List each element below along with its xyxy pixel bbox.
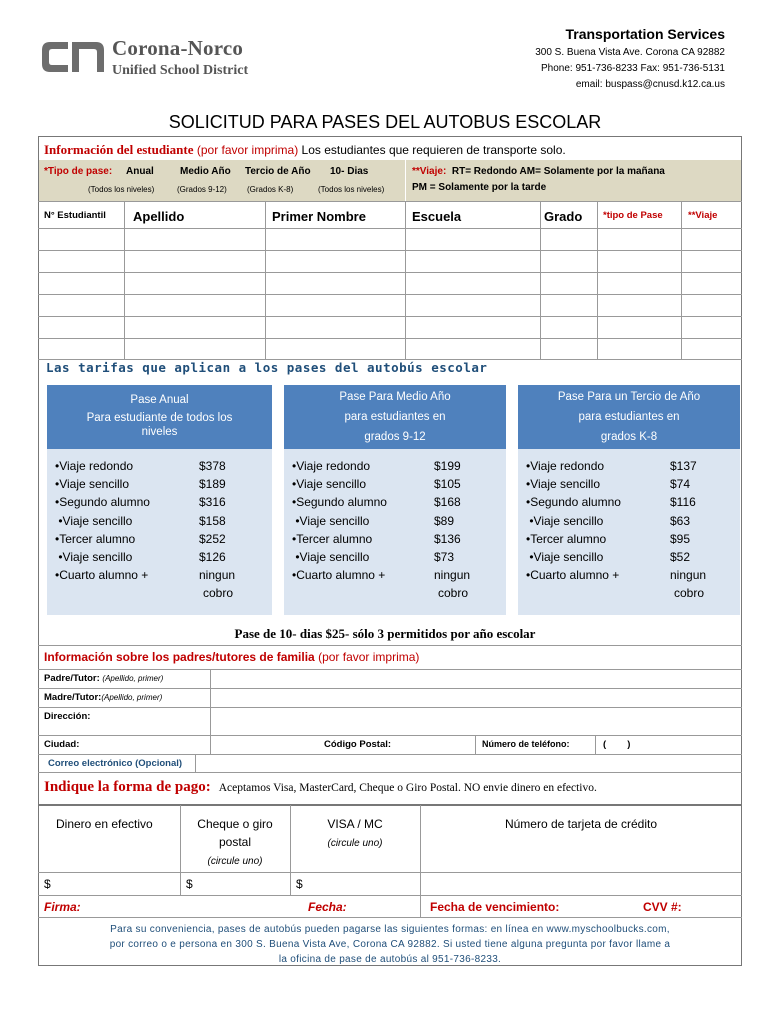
- fee-box-tercio-body: [518, 449, 740, 615]
- fee-item-value: $137: [670, 459, 697, 473]
- student-cell-escuela-row4[interactable]: [406, 295, 540, 316]
- dept-phone-fax: Phone: 951-736-8233 Fax: 951-736-5131: [540, 63, 725, 74]
- student-cell-tipo-pase-row5[interactable]: [598, 317, 681, 338]
- ten-day-pass-note: Pase de 10- dias $25- sólo 3 permitidos por año escolar: [234, 626, 536, 641]
- student-cell-primer-nombre-row4[interactable]: [266, 295, 405, 316]
- student-cell-apellido-row4[interactable]: [125, 295, 265, 316]
- footer-note: Para su conveniencia, pases de autobús pueden pagarse las siguientes formas: en línea en www.myschoolbucks.com, por correo o e persona en 300 S. Buena Vista Ave, Corona CA 92882. Si usted tiene alguna pregunta por favor llame a la oficina de pase de autobús al 951-736-8233.: [109, 924, 671, 965]
- codigo-postal-label: Código Postal:: [324, 739, 392, 750]
- student-cell-student-id-row6[interactable]: [39, 339, 124, 359]
- student-cell-primer-nombre-row1[interactable]: [266, 229, 405, 250]
- fee-item-value: ningun: [670, 568, 707, 583]
- student-cell-grado-row2[interactable]: [541, 251, 597, 272]
- fee-item-value: $74: [670, 477, 691, 492]
- col-apellido: Apellido: [133, 209, 185, 224]
- fee-item-value: $136: [434, 531, 461, 546]
- student-cell-primer-nombre-row2[interactable]: [266, 251, 405, 272]
- col-grado: Grado: [544, 209, 583, 224]
- fee-item-label: •Viaje sencillo: [55, 550, 133, 564]
- padre-input[interactable]: [211, 670, 741, 688]
- fee-item-value: $189: [199, 477, 226, 492]
- correo-input[interactable]: [196, 755, 741, 772]
- firma-label: Firma:: [44, 900, 81, 914]
- student-cell-apellido-row6[interactable]: [125, 339, 265, 359]
- fee-item-label: •Viaje sencillo: [292, 513, 370, 528]
- ciudad-input[interactable]: [90, 736, 208, 754]
- student-cell-apellido-row5[interactable]: [125, 317, 265, 338]
- fee-item-label: •Viaje sencillo: [526, 477, 601, 492]
- student-cell-apellido-row3[interactable]: [125, 273, 265, 294]
- fee-item-value: $95: [670, 531, 691, 546]
- col-tipo-pase: *tipo de Pase: [603, 210, 663, 221]
- fee-item-label: •Tercer alumno: [292, 531, 373, 546]
- fee-item-value: ningun: [434, 568, 471, 583]
- student-cell-tipo-pase-row4[interactable]: [598, 295, 681, 316]
- fee-item-label: •Segundo alumno: [55, 495, 150, 510]
- district-logo-icon: [40, 34, 108, 80]
- pass-diez: 10- Dias: [330, 166, 369, 177]
- cheque-option[interactable]: Cheque o giro postal: [197, 817, 273, 849]
- fee-item-value: $116: [670, 495, 696, 510]
- fee-item-label: •Viaje sencillo: [292, 477, 367, 492]
- codigo-postal-input[interactable]: [396, 736, 474, 754]
- student-cell-viaje-row1[interactable]: [682, 229, 741, 250]
- fee-item-label: •Viaje sencillo: [55, 513, 133, 528]
- student-cell-escuela-row5[interactable]: [406, 317, 540, 338]
- student-cell-apellido-row1[interactable]: [125, 229, 265, 250]
- fee-item-value: $199: [434, 459, 461, 473]
- fee-item-value: cobro: [674, 586, 705, 601]
- tarjeta-input[interactable]: [421, 836, 741, 894]
- student-cell-primer-nombre-row5[interactable]: [266, 317, 405, 338]
- fee-item-value: cobro: [438, 586, 469, 601]
- student-cell-primer-nombre-row3[interactable]: [266, 273, 405, 294]
- vencimiento-input[interactable]: [560, 896, 640, 916]
- vencimiento-label: Fecha de vencimiento:: [430, 900, 560, 914]
- student-cell-student-id-row4[interactable]: [39, 295, 124, 316]
- fee-item-value: $73: [434, 550, 455, 564]
- circule-uno-1: (circule uno): [207, 856, 263, 867]
- level-todos-1: (Todos los niveles): [88, 185, 155, 194]
- fee-item-label: •Viaje sencillo: [526, 550, 604, 564]
- student-cell-grado-row4[interactable]: [541, 295, 597, 316]
- col-primer-nombre: Primer Nombre: [272, 209, 366, 224]
- fee-item-label: •Cuarto alumno +: [55, 568, 149, 583]
- dept-name: Transportation Services: [565, 26, 725, 42]
- student-cell-grado-row1[interactable]: [541, 229, 597, 250]
- col-escuela: Escuela: [412, 209, 462, 224]
- fee-item-value: $158: [199, 513, 226, 528]
- direccion-input[interactable]: [211, 708, 741, 735]
- firma-input[interactable]: [90, 896, 300, 916]
- fee-item-label: •Viaje redondo: [55, 459, 134, 473]
- fecha-label: Fecha:: [308, 900, 347, 914]
- fee-item-label: •Viaje sencillo: [55, 477, 130, 492]
- cheque-amount[interactable]: $: [186, 877, 193, 891]
- fee-box-anual-body: [47, 449, 272, 615]
- fee-item-label: •Segundo alumno: [526, 495, 621, 510]
- fee-item-label: •Tercer alumno: [55, 531, 136, 546]
- fee-item-value: $89: [434, 513, 455, 528]
- fees-heading: Las tarifas que aplican a los pases del autobús escolar: [46, 360, 488, 375]
- student-cell-escuela-row2[interactable]: [406, 251, 540, 272]
- fee-item-value: $105: [434, 477, 461, 492]
- col-viaje: **Viaje: [688, 210, 718, 221]
- direccion-label: Dirección:: [44, 711, 91, 722]
- ciudad-label: Ciudad:: [44, 739, 80, 750]
- fee-box-anual-header: Pase Anual Para estudiante de todos los niveles: [47, 385, 272, 449]
- student-cell-primer-nombre-row6[interactable]: [266, 339, 405, 359]
- cvv-label: CVV #:: [643, 900, 682, 914]
- student-cell-grado-row6[interactable]: [541, 339, 597, 359]
- efectivo-amount[interactable]: $: [44, 877, 51, 891]
- viaje-legend-2: PM = Solamente por la tarde: [412, 182, 547, 193]
- student-cell-viaje-row4[interactable]: [682, 295, 741, 316]
- madre-label: Madre/Tutor:(Apellido, primer): [44, 692, 163, 703]
- fee-item-label: •Viaje sencillo: [526, 513, 604, 528]
- student-cell-escuela-row1[interactable]: [406, 229, 540, 250]
- efectivo-option[interactable]: Dinero en efectivo: [56, 817, 153, 831]
- pass-type-label: *Tipo de pase:: [44, 166, 113, 177]
- logo-org-subname: Unified School District: [112, 63, 249, 78]
- dept-email: email: buspass@cnusd.k12.ca.us: [575, 79, 725, 90]
- visa-amount[interactable]: $: [296, 877, 303, 891]
- student-cell-escuela-row3[interactable]: [406, 273, 540, 294]
- student-cell-tipo-pase-row2[interactable]: [598, 251, 681, 272]
- page-title: SOLICITUD PARA PASES DEL AUTOBUS ESCOLAR: [168, 112, 602, 132]
- parents-heading: Información sobre los padres/tutores de familia (por favor imprima): [44, 650, 420, 664]
- student-cell-student-id-row2[interactable]: [39, 251, 124, 272]
- level-grados-k8: (Grados K-8): [247, 185, 294, 194]
- fee-item-label: •Tercer alumno: [526, 531, 607, 546]
- pass-medio: Medio Año: [180, 166, 231, 177]
- student-cell-escuela-row6[interactable]: [406, 339, 540, 359]
- telefono-label: Número de teléfono:: [482, 739, 570, 749]
- fee-item-value: $252: [199, 531, 226, 546]
- pass-tercio: Tercio de Año: [245, 166, 311, 177]
- fecha-input[interactable]: [350, 896, 418, 916]
- viaje-legend-1: **Viaje: RT= Redondo AM= Solamente por la mañana: [412, 166, 665, 177]
- student-cell-grado-row5[interactable]: [541, 317, 597, 338]
- student-cell-tipo-pase-row1[interactable]: [598, 229, 681, 250]
- student-cell-student-id-row5[interactable]: [39, 317, 124, 338]
- student-cell-viaje-row6[interactable]: [682, 339, 741, 359]
- fee-item-value: $316: [199, 495, 226, 510]
- student-cell-student-id-row3[interactable]: [39, 273, 124, 294]
- fee-item-value: $52: [670, 550, 691, 564]
- telefono-input[interactable]: ( ): [603, 739, 631, 750]
- student-cell-tipo-pase-row3[interactable]: [598, 273, 681, 294]
- pass-anual: Anual: [126, 166, 154, 177]
- fee-box-tercio-header: Pase Para un Tercio de Año para estudiantes en grados K-8: [518, 385, 740, 449]
- payment-heading: Indique la forma de pago: Aceptamos Visa, MasterCard, Cheque o Giro Postal. NO envie dinero en efectivo.: [44, 779, 597, 795]
- fee-item-value: ningun: [199, 568, 236, 583]
- fee-box-medio-header: Pase Para Medio Año para estudiantes en grados 9-12: [284, 385, 506, 449]
- fee-item-label: •Cuarto alumno +: [292, 568, 386, 583]
- student-cell-viaje-row2[interactable]: [682, 251, 741, 272]
- fee-item-value: $63: [670, 513, 691, 528]
- dept-address: 300 S. Buena Vista Ave. Corona CA 92882: [535, 47, 725, 58]
- fee-item-label: •Viaje redondo: [526, 459, 605, 473]
- fee-item-label: •Viaje sencillo: [292, 550, 370, 564]
- fee-item-label: •Viaje redondo: [292, 459, 371, 473]
- madre-input[interactable]: [211, 689, 741, 707]
- tarjeta-label: Número de tarjeta de crédito: [504, 817, 658, 831]
- cvv-input[interactable]: [690, 896, 740, 916]
- correo-label: Correo electrónico (Opcional): [48, 758, 183, 769]
- logo-org-name: Corona-Norco: [112, 36, 244, 60]
- visa-mc-option[interactable]: VISA / MC: [327, 817, 383, 831]
- student-cell-tipo-pase-row6[interactable]: [598, 339, 681, 359]
- fee-item-label: •Cuarto alumno +: [526, 568, 620, 583]
- circule-uno-2: (circule uno): [327, 838, 383, 849]
- level-grados-9-12: (Grados 9-12): [177, 185, 227, 194]
- fee-box-medio-body: [284, 449, 506, 615]
- student-cell-viaje-row3[interactable]: [682, 273, 741, 294]
- student-cell-apellido-row2[interactable]: [125, 251, 265, 272]
- fee-item-value: $126: [199, 550, 226, 564]
- col-student-id: N° Estudiantil: [44, 210, 106, 221]
- fee-item-value: $378: [199, 459, 226, 473]
- fee-item-label: •Segundo alumno: [292, 495, 387, 510]
- student-cell-student-id-row1[interactable]: [39, 229, 124, 250]
- student-cell-grado-row3[interactable]: [541, 273, 597, 294]
- padre-label: Padre/Tutor: (Apellido, primer): [44, 673, 164, 684]
- student-section-heading: Información del estudiante (por favor imprima) Los estudiantes que requieren de transporte solo.: [44, 142, 566, 157]
- fee-item-value: cobro: [203, 586, 234, 601]
- fee-item-value: $168: [434, 495, 461, 510]
- student-cell-viaje-row5[interactable]: [682, 317, 741, 338]
- level-todos-2: (Todos los niveles): [318, 185, 385, 194]
